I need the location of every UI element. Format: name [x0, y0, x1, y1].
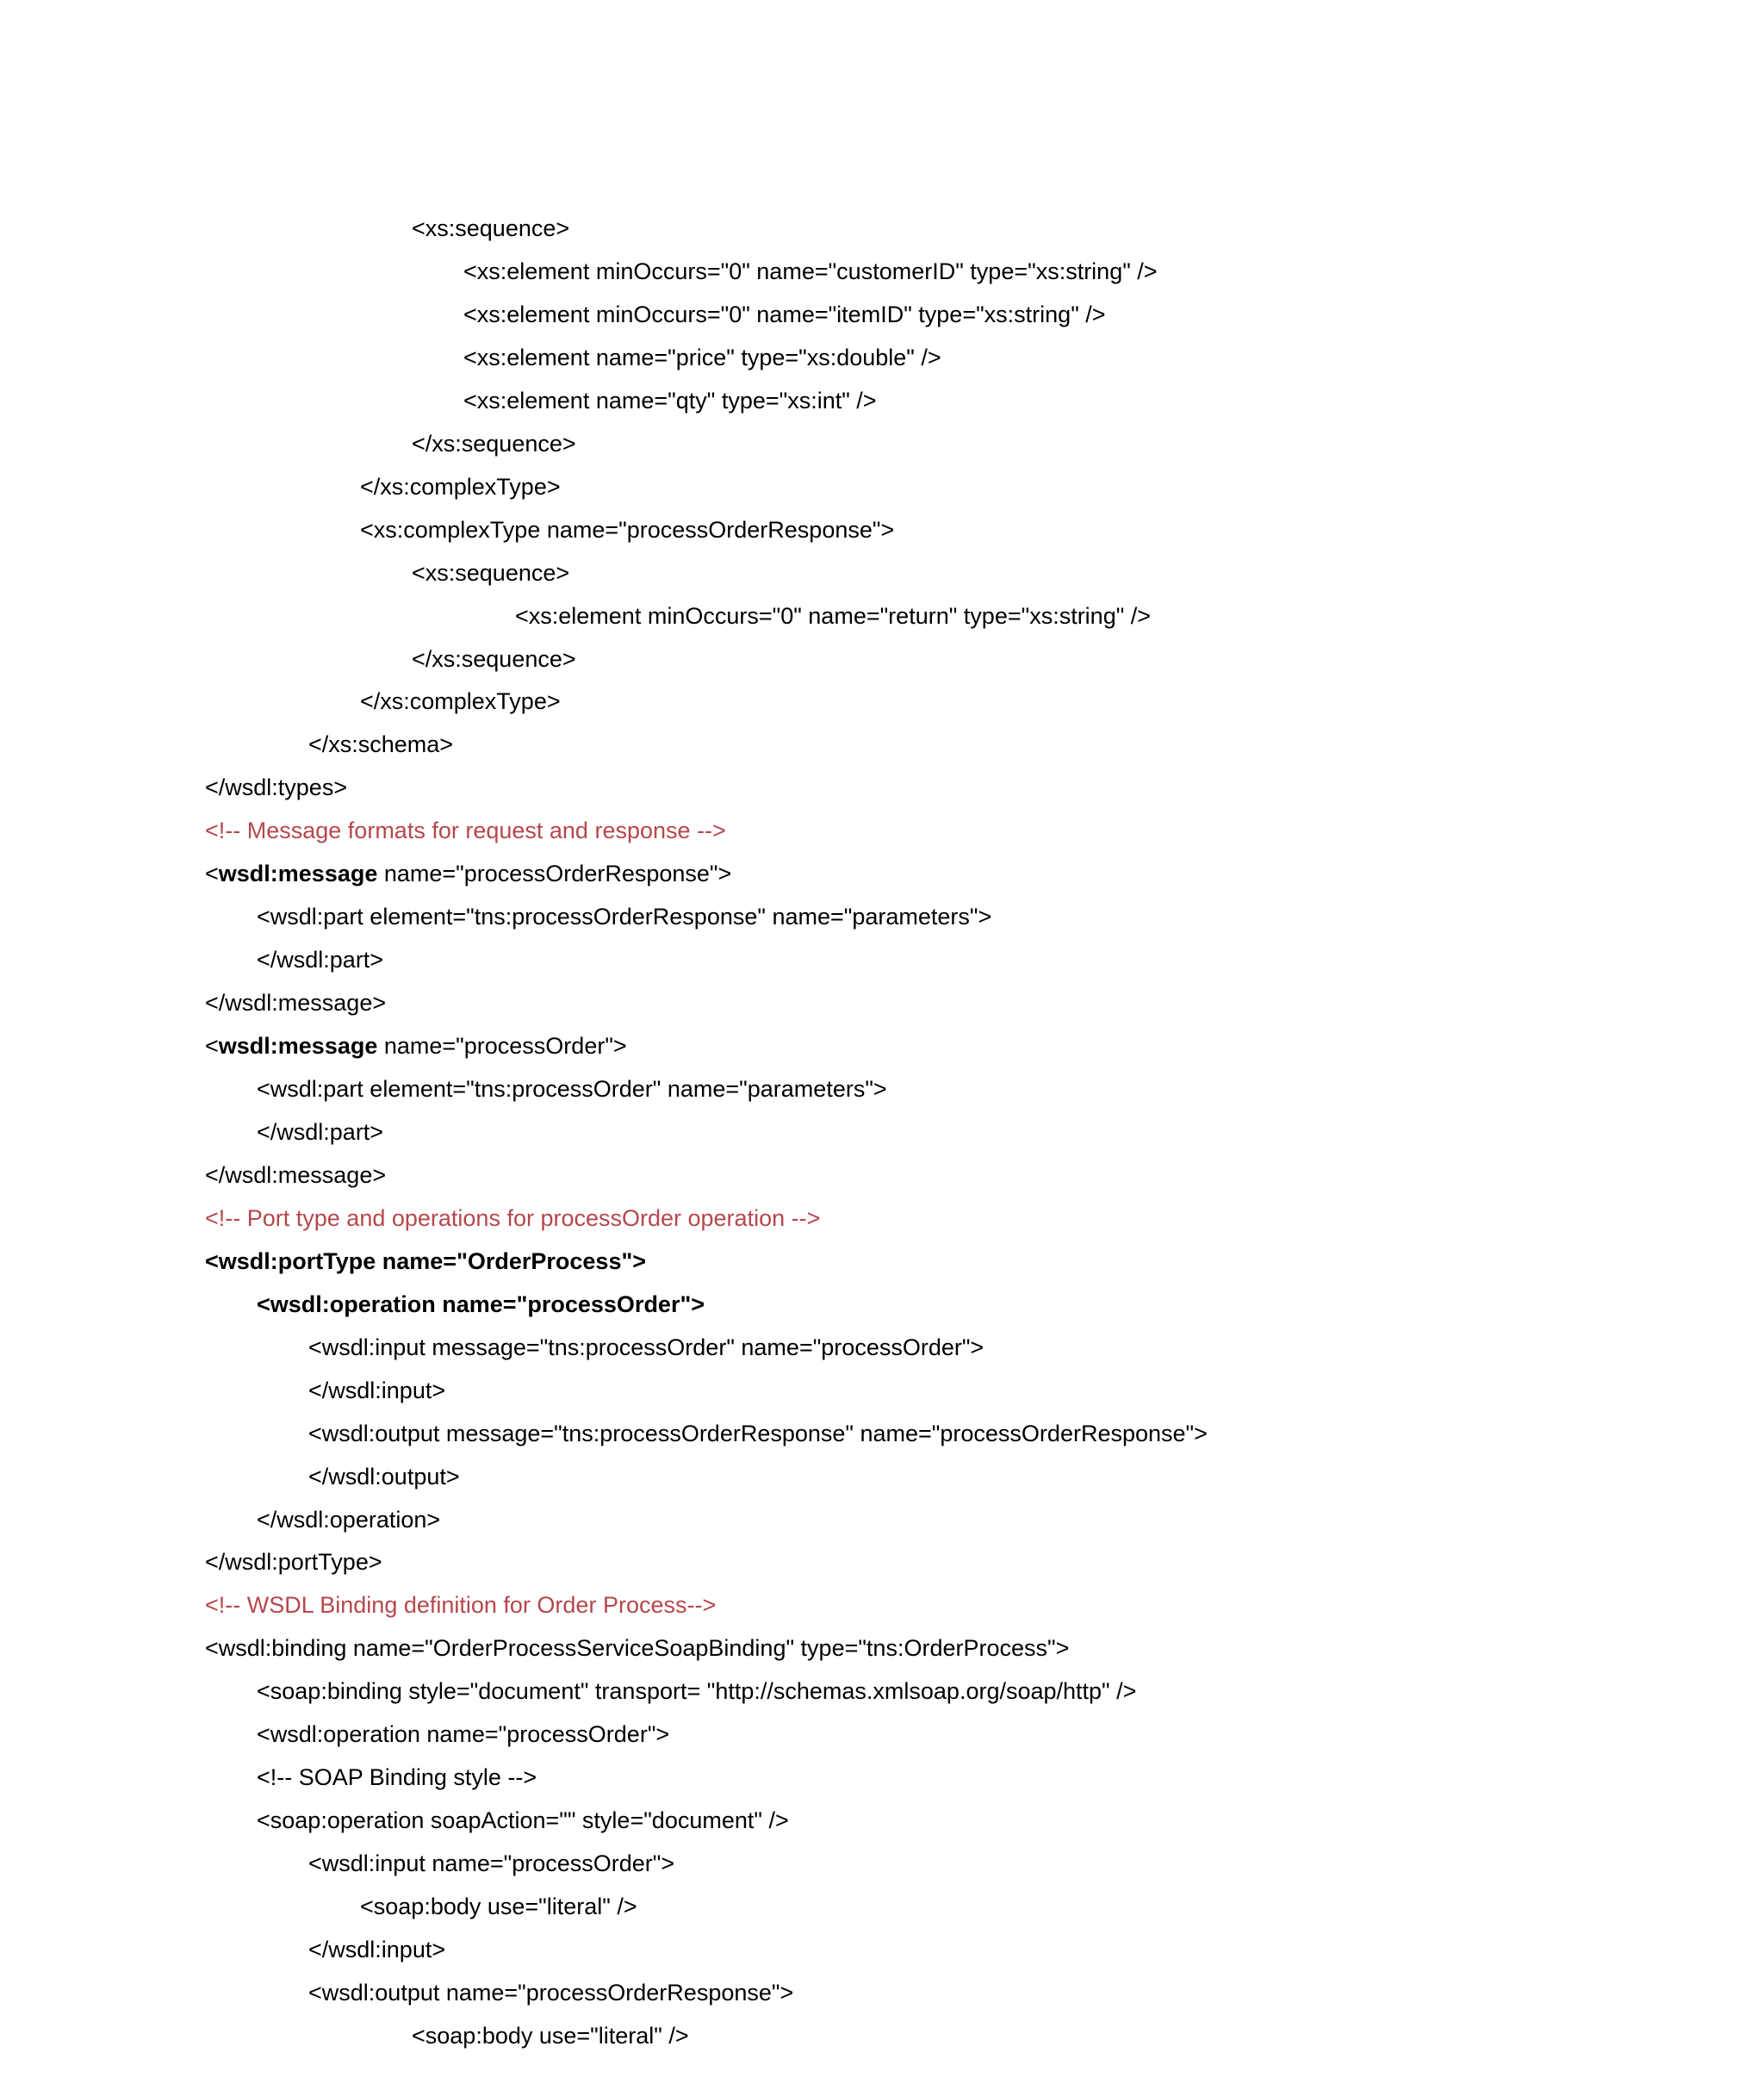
code-tag-attributes: name="processOrderResponse">	[377, 861, 732, 886]
code-line: <wsdl:part element="tns:processOrderResponse" name="parameters">	[257, 904, 992, 930]
code-line	[205, 1031, 627, 1060]
code-line: </wsdl:message>	[205, 990, 387, 1016]
code-line: <xs:element minOccurs="0" name="customerID" type="xs:string" />	[463, 258, 1158, 284]
code-line: </xs:complexType>	[360, 474, 561, 500]
code-line: </xs:sequence>	[412, 431, 576, 457]
code-line: <xs:sequence>	[412, 560, 570, 586]
code-line: </wsdl:input>	[308, 1378, 446, 1403]
code-line: <soap:body use="literal" />	[412, 2023, 689, 2049]
code-line: </wsdl:part>	[257, 947, 384, 973]
code-line: <wsdl:output message="tns:processOrderResponse" name="processOrderResponse">	[308, 1421, 1208, 1446]
code-line: <wsdl:part element="tns:processOrder" name="parameters">	[257, 1076, 887, 1102]
code-line: <!-- SOAP Binding style -->	[257, 1764, 537, 1790]
code-line: <wsdl:output name="processOrderResponse">	[308, 1980, 794, 2006]
code-line: <soap:operation soapAction="" style="document" />	[257, 1807, 789, 1833]
code-line: <wsdl:input message="tns:processOrder" name="processOrder">	[308, 1334, 984, 1360]
code-comment-line: <!-- Port type and operations for processOrder operation -->	[205, 1205, 821, 1231]
code-line: </xs:sequence>	[412, 646, 576, 672]
code-line: <soap:binding style="document" transport= "http://schemas.xmlsoap.org/soap/http" />	[257, 1678, 1137, 1704]
code-line: </xs:complexType>	[360, 688, 561, 714]
code-tag-open: <	[205, 861, 219, 886]
code-line: </wsdl:output>	[308, 1464, 460, 1490]
code-line: </wsdl:input>	[308, 1937, 446, 1962]
code-line: <wsdl:input name="processOrder">	[308, 1850, 675, 1876]
code-line: </wsdl:portType>	[205, 1549, 382, 1575]
code-line: <wsdl:portType name="OrderProcess">	[205, 1248, 647, 1274]
code-line	[205, 859, 731, 888]
code-comment-line: <!-- Message formats for request and response -->	[205, 818, 726, 843]
code-line: <wsdl:operation name="processOrder">	[257, 1291, 705, 1317]
code-line: <xs:element minOccurs="0" name="itemID" type="xs:string" />	[463, 302, 1106, 327]
code-line: </wsdl:operation>	[257, 1507, 441, 1533]
code-line: <xs:complexType name="processOrderResponse">	[360, 517, 895, 543]
code-line: <wsdl:operation name="processOrder">	[257, 1721, 670, 1747]
code-tag-name: wsdl:message	[218, 1033, 378, 1059]
code-line: </wsdl:part>	[257, 1119, 384, 1145]
code-line: <xs:element name="price" type="xs:double" />	[463, 345, 941, 370]
code-comment-line: <!-- WSDL Binding definition for Order Process-->	[205, 1592, 717, 1618]
code-line: <wsdl:binding name="OrderProcessServiceSoapBinding" type="tns:OrderProcess">	[205, 1635, 1070, 1661]
code-tag-attributes: name="processOrder">	[377, 1033, 627, 1059]
code-tag-open: <	[205, 1033, 219, 1059]
code-line: </xs:schema>	[308, 731, 454, 757]
code-tag-name: wsdl:message	[218, 861, 378, 886]
code-line: <xs:sequence>	[412, 215, 570, 241]
code-line: <xs:element name="qty" type="xs:int" />	[463, 388, 877, 414]
code-line: </wsdl:types>	[205, 774, 348, 800]
code-line: <xs:element minOccurs="0" name="return" type="xs:string" />	[515, 603, 1152, 629]
code-line: <soap:body use="literal" />	[360, 1894, 637, 1919]
code-line: </wsdl:message>	[205, 1162, 387, 1188]
